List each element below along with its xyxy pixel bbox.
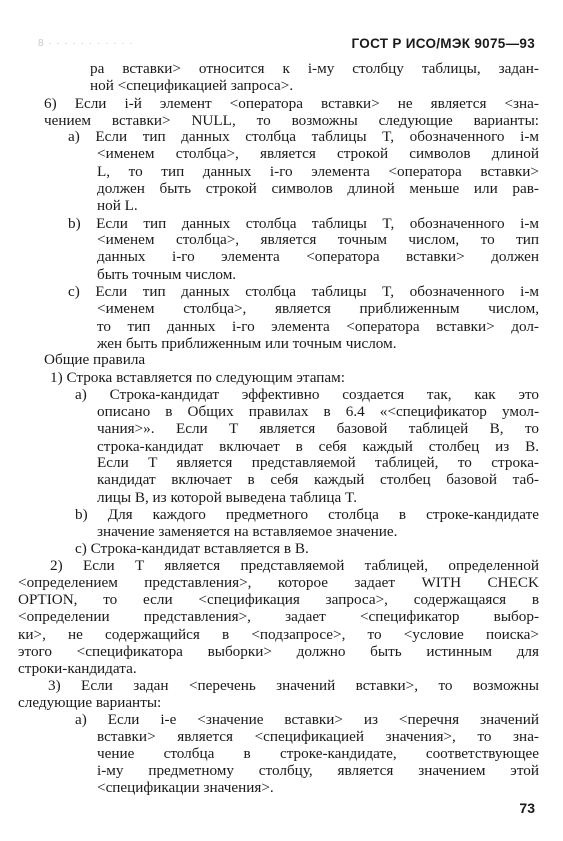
text-line: <именем столбца>, является приближенным числом, [97,300,539,317]
text-line: a) Если тип данных столбца таблицы T, обозначенного i-м [68,128,539,145]
text-line: <именем столбца>, является точным числом, то тип [97,231,539,248]
text-line: <именем столбца>, является строкой символов длиной [97,145,539,162]
text-line: то тип данных i-го элемента <оператора вставки> дол- [97,318,539,335]
section-heading: Общие правила [44,351,146,368]
text-line: ной <спецификацией запроса>. [90,77,294,94]
text-line: 1) Строка вставляется по следующим этапам: [50,369,345,386]
text-line: ра вставки> относится к i-му столбцу таблицы, задан- [90,60,539,77]
text-line: L, то тип данных i-го элемента <оператора вставки> [97,163,539,180]
scan-smudge: 8 · · · · · · · · · · · [38,38,134,49]
text-line: быть точным числом. [97,266,237,283]
text-line: 3) Если задан <перечень значений вставки>, то возможны [48,677,539,694]
text-line: ки>, не содержащийся в <подзапросе>, то <условие поиска> [18,626,539,643]
text-line: a) Строка-кандидат эффективно создается так, как это [75,386,539,403]
text-line: Если T является представляемой таблицей, то строка- [97,454,539,471]
text-line: строки-кандидата. [18,660,137,677]
text-line: следующие варианты: [18,694,162,711]
text-line: b) Для каждого предметного столбца в строке-кандидате [75,506,539,523]
text-line: вставки> является <спецификацией значения>, то зна- [97,728,539,745]
text-line: 2) Если T является представляемой таблицей, определенной [50,557,539,574]
text-line: кандидат включает в себя каждый столбец базовой таб- [97,471,539,488]
text-line: ной L. [97,197,138,214]
text-line: b) Если тип данных столбца таблицы T, обозначенного i-м [68,215,539,232]
text-line: i-му предметному столбцу, является значением этой [97,762,539,779]
text-line: жен быть приближенным или точным числом. [97,335,397,352]
text-line: должен быть строкой символов длиной меньше или рав- [97,180,539,197]
text-line: <спецификации значения>. [97,779,274,796]
text-line: c) Строка-кандидат вставляется в B. [75,540,309,557]
text-line: <определении представления>, задает <спецификатор выбор- [18,608,539,625]
text-line: чение столбца в строке-кандидате, соответствующее [97,745,539,762]
text-line: значение заменяется на вставляемое значение. [97,523,398,540]
text-line: строка-кандидат включает в себя каждый столбец из B. [97,438,539,455]
text-line: чением вставки> NULL, то возможны следующие варианты: [44,112,539,129]
text-line: OPTION, то если <спецификация запроса>, содержащаяся в [18,591,539,608]
page-number: 73 [519,800,535,816]
text-line: 6) Если i-й элемент <оператора вставки> не является <зна- [44,95,539,112]
text-line: описано в Общих правилах в 6.4 «<спецификатор умол- [97,403,539,420]
text-line: c) Если тип данных столбца таблицы T, обозначенного i-м [68,283,539,300]
text-line: a) Если i-е <значение вставки> из <перечня значений [75,711,539,728]
text-line: данных i-го элемента <оператора вставки> должен [97,248,539,265]
text-line: <определением представления>, которое задает WITH CHECK [18,574,539,591]
text-line: этого <спецификатора выборки> должно быть истинным для [18,643,539,660]
text-line: лицы B, из которой выведена таблица T. [97,489,357,506]
text-line: чания>». Если T является базовой таблицей B, то [97,420,539,437]
page-header: ГОСТ Р ИСО/МЭК 9075—93 [351,36,535,51]
